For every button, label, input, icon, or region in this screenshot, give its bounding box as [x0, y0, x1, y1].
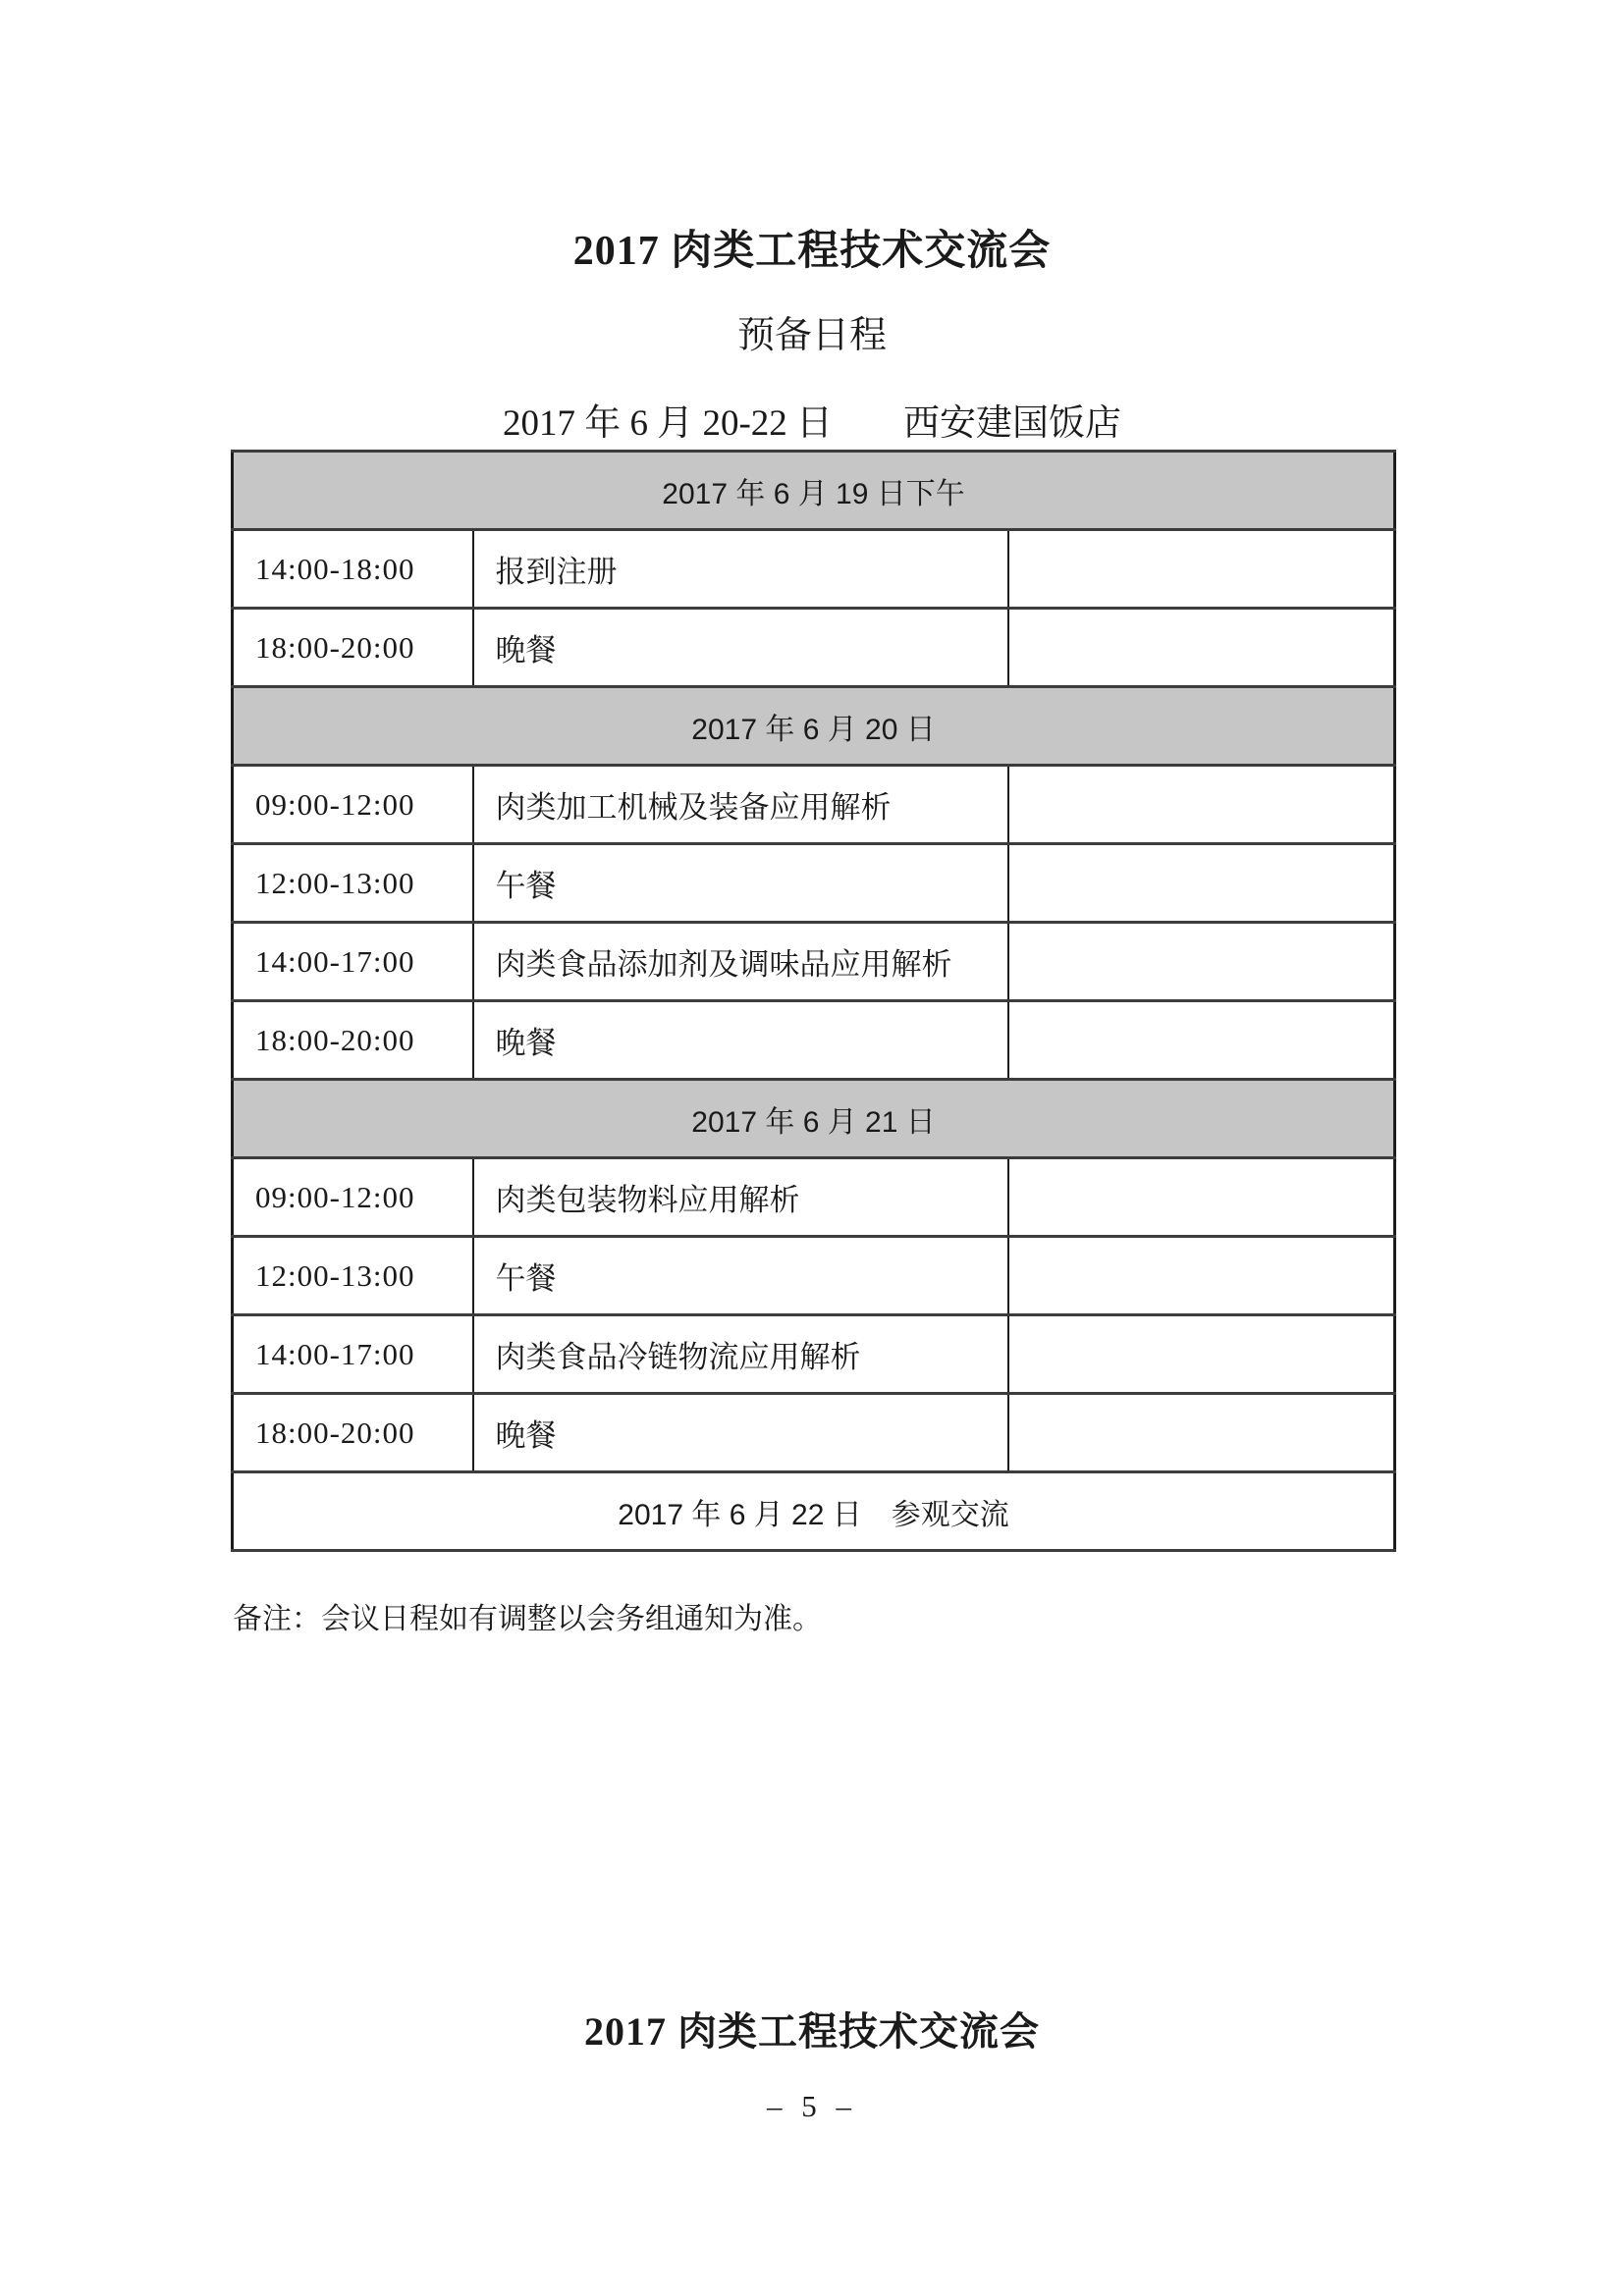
empty-note-cell: [1008, 923, 1395, 1001]
section-header: 2017 年 6 月 19 日下午: [233, 452, 1395, 530]
empty-note-cell: [1008, 1158, 1395, 1237]
empty-note-cell: [1008, 766, 1395, 844]
time-cell: 14:00-17:00: [233, 923, 473, 1001]
empty-note-cell: [1008, 1237, 1395, 1315]
activity-cell: 肉类包装物料应用解析: [473, 1158, 1008, 1237]
date-venue-line: [0, 393, 1624, 446]
schedule-row: [233, 1315, 1395, 1394]
schedule-row: [233, 1394, 1395, 1472]
empty-note-cell: [1008, 1001, 1395, 1080]
schedule-row: [233, 1237, 1395, 1315]
activity-cell: 肉类食品冷链物流应用解析: [473, 1315, 1008, 1394]
remark-note: 备注：会议日程如有调整以会务组通知为准。: [233, 1603, 822, 1635]
time-cell: 12:00-13:00: [233, 1237, 473, 1315]
section-header: 2017 年 6 月 21 日: [233, 1080, 1395, 1158]
time-cell: 09:00-12:00: [233, 1158, 473, 1237]
venue: 西安建国饭店: [903, 403, 1122, 444]
empty-note-cell: [1008, 1315, 1395, 1394]
empty-note-cell: [1008, 1394, 1395, 1472]
section-header-row: [233, 452, 1395, 530]
page-number: – 5 –: [767, 2089, 857, 2123]
time-cell: 12:00-13:00: [233, 844, 473, 923]
schedule-row: [233, 609, 1395, 687]
time-cell: 18:00-20:00: [233, 609, 473, 687]
schedule-row: [233, 923, 1395, 1001]
activity-cell: 晚餐: [473, 1394, 1008, 1472]
activity-cell: 报到注册: [473, 530, 1008, 609]
schedule-row: [233, 530, 1395, 609]
empty-note-cell: [1008, 530, 1395, 609]
section-header-row: [233, 687, 1395, 766]
footer-title: 2017 肉类工程技术交流会: [584, 2009, 1040, 2054]
schedule-table: [231, 450, 1396, 1552]
activity-cell: 午餐: [473, 1237, 1008, 1315]
visit-day-cell: 2017 年 6 月 22 日 参观交流: [233, 1472, 1395, 1551]
doc-title: 2017 肉类工程技术交流会: [572, 229, 1052, 274]
activity-cell: 肉类加工机械及装备应用解析: [473, 766, 1008, 844]
date-range: 2017 年 6 月 20-22 日: [502, 403, 834, 444]
section-header: 2017 年 6 月 20 日: [233, 687, 1395, 766]
time-cell: 14:00-18:00: [233, 530, 473, 609]
schedule-row: [233, 766, 1395, 844]
activity-cell: 午餐: [473, 844, 1008, 923]
schedule-row: [233, 1001, 1395, 1080]
time-cell: 14:00-17:00: [233, 1315, 473, 1394]
empty-note-cell: [1008, 609, 1395, 687]
time-cell: 09:00-12:00: [233, 766, 473, 844]
visit-day-row: [233, 1472, 1395, 1551]
activity-cell: 晚餐: [473, 1001, 1008, 1080]
schedule-row: [233, 1158, 1395, 1237]
schedule-row: [233, 844, 1395, 923]
doc-subtitle: 预备日程: [736, 315, 887, 356]
activity-cell: 晚餐: [473, 609, 1008, 687]
activity-cell: 肉类食品添加剂及调味品应用解析: [473, 923, 1008, 1001]
empty-note-cell: [1008, 844, 1395, 923]
section-header-row: [233, 1080, 1395, 1158]
time-cell: 18:00-20:00: [233, 1394, 473, 1472]
time-cell: 18:00-20:00: [233, 1001, 473, 1080]
